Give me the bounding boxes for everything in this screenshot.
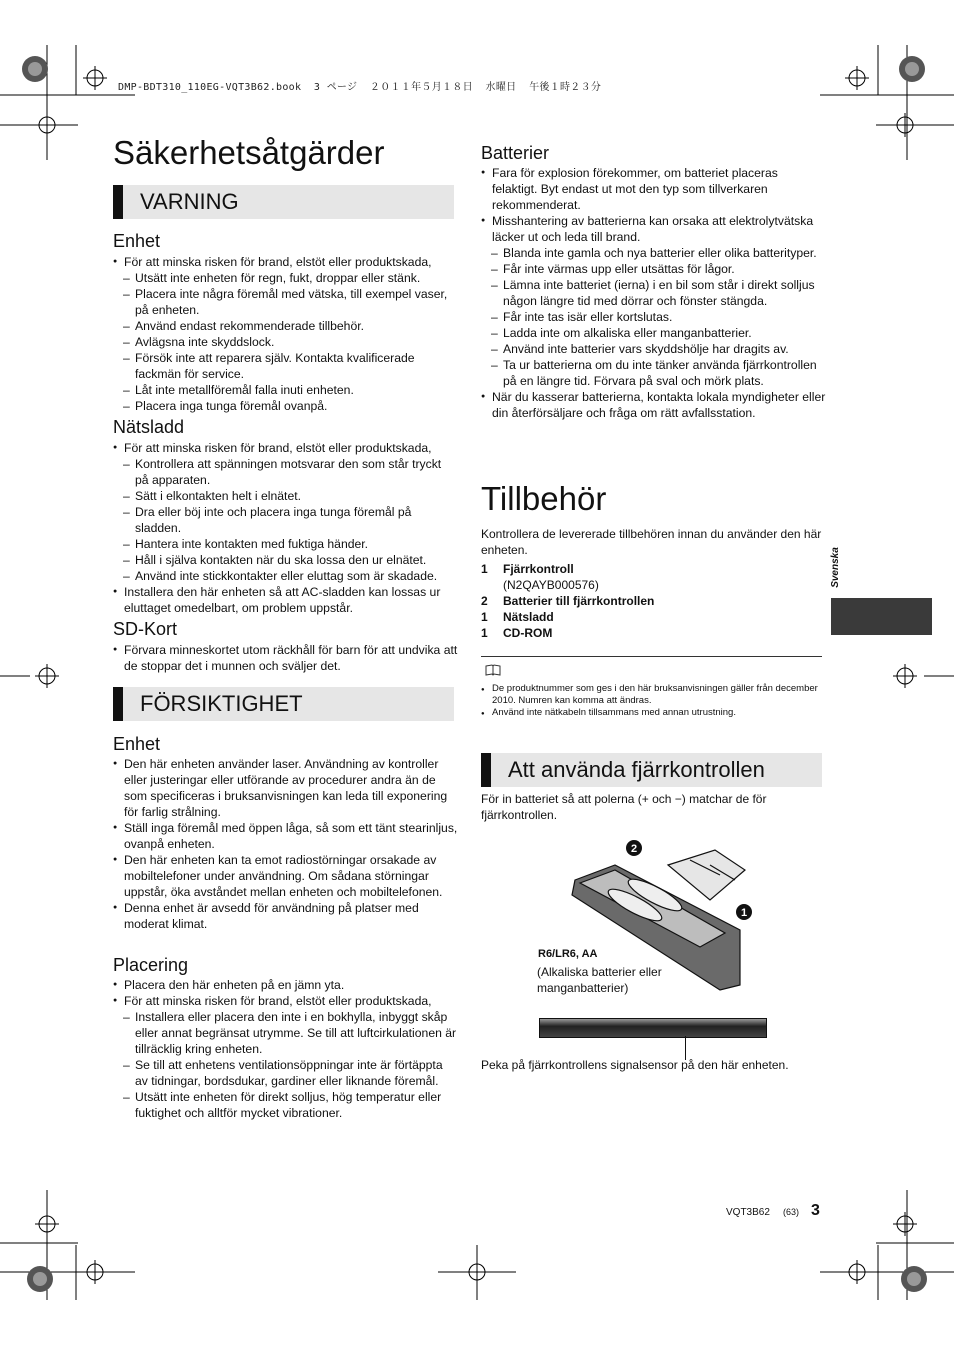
list-item: – Installera eller placera den inte i en bokhylla, inbyggt skåp eller annat begränsat utrymme. Se till att luftcirkulationen är tillräcklig kring enheten.	[113, 1009, 458, 1057]
list-item: – Utsätt inte enheten för regn, fukt, droppar eller stänk.	[113, 270, 458, 286]
warning-heading: VARNING	[140, 189, 239, 214]
list-item: ● När du kasserar batterierna, kontakta lokala myndigheter eller din återförsäljare och fråga om rätt avfallsstation.	[481, 389, 826, 421]
unit-heading: Enhet	[113, 231, 161, 251]
accessory-name: Fjärrkontroll	[503, 562, 574, 576]
list-item: ● Fara för explosion förekommer, om batteriet placeras felaktigt. Byt endast ut mot den typ som tillverkaren rekommenderat.	[481, 165, 826, 213]
list-item: – Ladda inte om alkaliska eller manganbatterier.	[481, 325, 826, 341]
accessory-item	[481, 625, 826, 641]
caution-unit-list	[113, 756, 458, 932]
list-item: – Ta ur batterierna om du inte tänker använda fjärrkontrollen på en längre tid. Förvara på sval och mörk plats.	[481, 357, 826, 389]
list-item: – Lämna inte batteriet (ierna) i en bil som står i direkt solljus någon längre tid med dörrar och fönster stängda.	[481, 277, 826, 309]
unit-list	[113, 254, 458, 414]
book-icon	[485, 664, 501, 676]
list-item: – Avlägsna inte skyddslock.	[113, 334, 458, 350]
list-item: – Använd endast rekommenderade tillbehör.	[113, 318, 458, 334]
list-item: – Låt inte metallföremål falla inuti enheten.	[113, 382, 458, 398]
list-item: – Hantera inte kontakten med fuktiga händer.	[113, 536, 458, 552]
player-unit	[539, 1018, 767, 1038]
band-marker	[481, 753, 491, 787]
caution-heading: FÖRSIKTIGHET	[140, 691, 303, 716]
footer-sub: (63)	[783, 1207, 800, 1217]
list-item: – Se till att enhetens ventilationsöppningar inte är förtäppta av tidningar, bordsdukar, gardiner eller liknande föremål.	[113, 1057, 458, 1089]
list-item: – Placera inte några föremål med vätska, till exempel vaser, på enheten.	[113, 286, 458, 318]
note-item: ● De produktnummer som ges i den här bruksanvisningen gäller från december 2010. Numren kan komma att ändras.	[481, 683, 821, 707]
accessories-intro: Kontrollera de levererade tillbehören innan du använder den här enheten.	[481, 527, 822, 557]
list-item: – Försök inte att reparera själv. Kontakta kvalificerade fackmän för service.	[113, 350, 458, 382]
accessory-name: Batterier till fjärrkontrollen	[503, 594, 655, 608]
sd-heading: SD-Kort	[113, 619, 178, 639]
accessory-code-text: (N2QAYB000576)	[503, 578, 599, 592]
batteries-heading: Batterier	[481, 143, 550, 163]
list-item: ● Placera den här enheten på en jämn yta.	[113, 977, 458, 993]
list-item: ● Förvara minneskortet utom räckhåll för barn för att undvika att de stoppar det i munnen och sväljer det.	[113, 642, 458, 674]
remote-heading: Att använda fjärrkontrollen	[508, 757, 765, 782]
caution-unit-heading: Enhet	[113, 734, 161, 754]
accessories-list	[481, 561, 826, 641]
step-2-label: 2	[630, 843, 638, 855]
accessory-name: Nätsladd	[503, 610, 554, 624]
notes-list	[481, 683, 821, 719]
list-item: – Håll i själva kontakten när du ska lossa den ur elnätet.	[113, 552, 458, 568]
list-item: – Använd inte batterier vars skyddshölje har dragits av.	[481, 341, 826, 357]
page-number: 3	[811, 1202, 820, 1219]
band-marker	[113, 687, 123, 721]
list-item: ● För att minska risken för brand, elstöt eller produktskada,	[113, 440, 458, 456]
language-tab-label	[829, 540, 849, 600]
divider	[481, 656, 822, 657]
list-item: – Dra eller böj inte och placera inga tunga föremål på sladden.	[113, 504, 458, 536]
list-item: – Kontrollera att spänningen motsvarar den som står tryckt på apparaten.	[113, 456, 458, 488]
list-item: ● Installera den här enheten så att AC-sladden kan lossas ur eluttaget omedelbart, om problem uppstår.	[113, 584, 458, 616]
list-item: – Placera inga tunga föremål ovanpå.	[113, 398, 458, 414]
placement-list	[113, 977, 458, 1121]
batteries-list	[481, 165, 826, 421]
sensor-line	[685, 1036, 686, 1060]
list-item: ● Misshantering av batterierna kan orsaka att elektrolytvätska läcker ut och leda till brand.	[481, 213, 826, 245]
remote-intro: För in batteriet så att polerna (+ och −) matchar de för fjärrkontrollen.	[481, 792, 767, 822]
remote-band	[481, 753, 822, 787]
accessory-item	[481, 561, 826, 577]
list-item: ● Denna enhet är avsedd för användning på platser med moderat klimat.	[113, 900, 458, 932]
list-item: – Får inte tas isär eller kortslutas.	[481, 309, 826, 325]
list-item: ● Ställ inga föremål med öppen låga, så som ett tänt stearinljus, ovanpå enheten.	[113, 820, 458, 852]
list-item: – Får inte värmas upp eller utsättas för lågor.	[481, 261, 826, 277]
placement-heading: Placering	[113, 955, 189, 975]
language-tab	[831, 598, 932, 635]
file-header: DMP-BDT310_110EG-VQT3B62.book 3 ページ ２０１１年５月１８日 水曜日 午後１時２３分	[118, 82, 602, 93]
battery-type-label: R6/LR6, AA	[538, 948, 598, 960]
accessories-title: Tillbehör	[481, 480, 607, 517]
list-item: ● För att minska risken för brand, elstöt eller produktskada,	[113, 993, 458, 1009]
mains-list	[113, 440, 458, 616]
note-item: ● Använd inte nätkabeln tillsammans med annan utrustning.	[481, 707, 821, 719]
accessory-qty: 2	[481, 594, 488, 608]
page-title: Säkerhetsåtgärder	[113, 134, 385, 171]
list-item: ● Den här enheten kan ta emot radiostörningar orsakade av mobiltelefoner under användning. Om sådana störningar uppstår, öka avståndet mellan enheten och mobiltelefonen.	[113, 852, 458, 900]
list-item: – Sätt i elkontakten helt i elnätet.	[113, 488, 458, 504]
band-marker	[113, 185, 123, 219]
accessory-name: CD-ROM	[503, 626, 553, 640]
accessory-code	[481, 577, 826, 593]
language-label: Svenska	[829, 547, 841, 588]
accessory-qty: 1	[481, 562, 488, 576]
list-item: – Använd inte stickkontakter eller eluttag som är skadade.	[113, 568, 458, 584]
accessory-qty: 1	[481, 626, 488, 640]
list-item: – Blanda inte gamla och nya batterier eller olika batterityper.	[481, 245, 826, 261]
caution-band	[113, 687, 454, 721]
battery-note: (Alkaliska batterier eller manganbatterier)	[537, 965, 662, 995]
list-item: ● För att minska risken för brand, elstöt eller produktskada,	[113, 254, 458, 270]
sd-list	[113, 642, 458, 674]
accessory-item	[481, 593, 826, 609]
remote-caption: Peka på fjärrkontrollens signalsensor på den här enheten.	[481, 1058, 789, 1072]
mains-heading: Nätsladd	[113, 417, 185, 437]
list-item: – Utsätt inte enheten för direkt solljus, hög temperatur eller fuktighet och alltför mycket vibrationer.	[113, 1089, 458, 1121]
warning-band	[113, 185, 454, 219]
step-1-label: 1	[740, 907, 748, 919]
list-item: ● Den här enheten använder laser. Användning av kontroller eller justeringar eller utförande av procedurer andra än de som specificeras i bruksanvisningen kan leda till exponering för farlig strålning.	[113, 756, 458, 820]
accessory-qty: 1	[481, 610, 488, 624]
footer-code: VQT3B62	[726, 1207, 770, 1218]
accessory-item	[481, 609, 826, 625]
